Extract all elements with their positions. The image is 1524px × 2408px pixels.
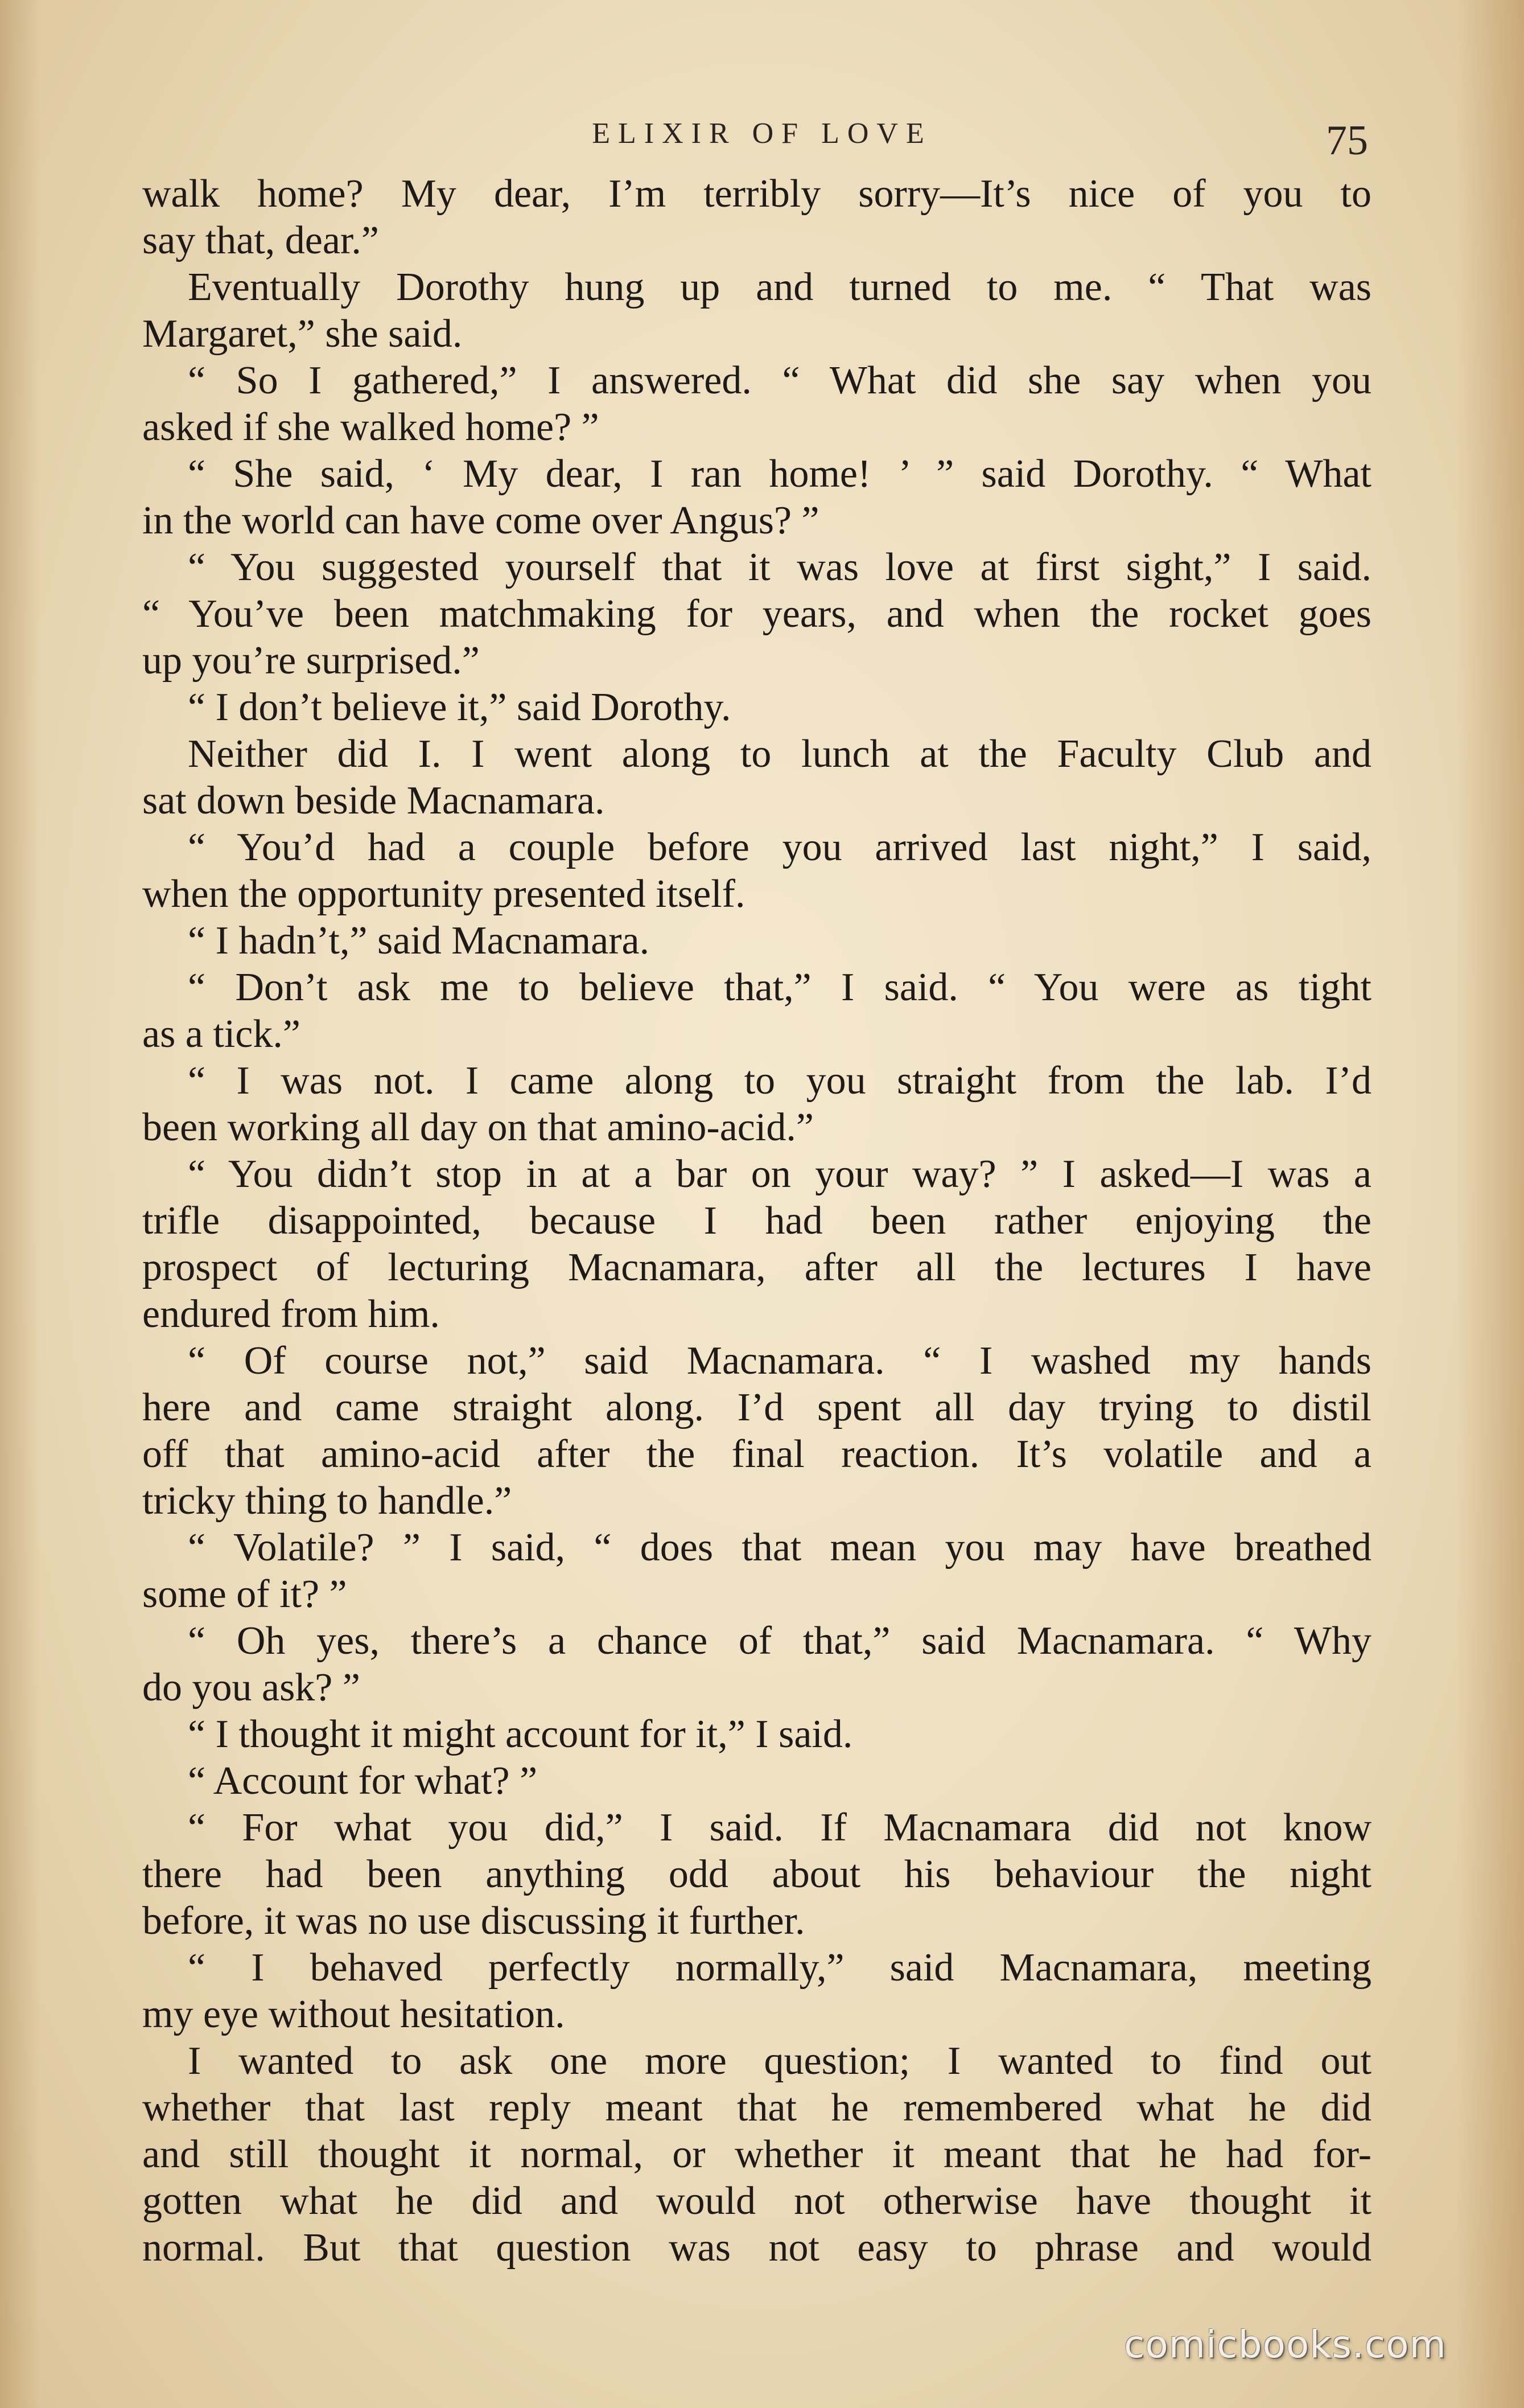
text-line: tricky thing to handle.” bbox=[142, 1479, 512, 1523]
text-line: been working all day on that amino-acid.” bbox=[142, 1106, 814, 1149]
watermark-text: comicbooks.com bbox=[1124, 2323, 1447, 2366]
text-line: “ So I gathered,” I answered. “ What did she say when you bbox=[188, 359, 1371, 402]
text-line: here and came straight along. I’d spent all day trying to distil bbox=[142, 1386, 1371, 1429]
text-line: “ She said, ‘ My dear, I ran home! ’ ” said Dorothy. “ What bbox=[188, 452, 1371, 496]
text-line: before, it was no use discussing it further. bbox=[142, 1899, 805, 1943]
text-line: asked if she walked home? ” bbox=[142, 405, 599, 449]
text-line: trifle disappointed, because I had been rather enjoying the bbox=[142, 1199, 1371, 1243]
text-line: endured from him. bbox=[142, 1292, 440, 1336]
text-line: my eye without hesitation. bbox=[142, 1992, 565, 2036]
running-head: ELIXIR OF LOVE bbox=[592, 117, 932, 150]
text-line: as a tick.” bbox=[142, 1012, 300, 1056]
text-line: Neither did I. I went along to lunch at the Faculty Club and bbox=[188, 732, 1371, 776]
text-line: I wanted to ask one more question; I wanted to find out bbox=[188, 2039, 1371, 2083]
text-line: “ Oh yes, there’s a chance of that,” said Macnamara. “ Why bbox=[188, 1619, 1371, 1663]
text-line: “ I don’t believe it,” said Dorothy. bbox=[188, 685, 731, 729]
text-line: up you’re surprised.” bbox=[142, 639, 480, 683]
text-line: walk home? My dear, I’m terribly sorry—It’s nice of you to bbox=[142, 172, 1371, 216]
text-line: “ For what you did,” I said. If Macnamara did not know bbox=[188, 1806, 1371, 1850]
text-line: “ You’d had a couple before you arrived last night,” I said, bbox=[188, 825, 1371, 869]
text-line: off that amino-acid after the final reaction. It’s volatile and a bbox=[142, 1432, 1371, 1476]
text-line: “ Of course not,” said Macnamara. “ I washed my hands bbox=[188, 1339, 1371, 1383]
page-number: 75 bbox=[1326, 117, 1368, 164]
text-line: do you ask? ” bbox=[142, 1666, 360, 1710]
text-line: normal. But that question was not easy to phrase and would bbox=[142, 2226, 1371, 2270]
text-line: “ I was not. I came along to you straight from the lab. I’d bbox=[188, 1059, 1371, 1103]
text-line: “ You’ve been matchmaking for years, and when the rocket goes bbox=[142, 592, 1371, 636]
text-line: gotten what he did and would not otherwise have thought it bbox=[142, 2179, 1371, 2223]
text-line: and still thought it normal, or whether it meant that he had for- bbox=[142, 2132, 1371, 2176]
text-line: “ Don’t ask me to believe that,” I said. “ You were as tight bbox=[188, 965, 1371, 1009]
body-text bbox=[142, 171, 1371, 2271]
text-line: whether that last reply meant that he remembered what he did bbox=[142, 2086, 1371, 2130]
text-line: “ You didn’t stop in at a bar on your way? ” I asked—I was a bbox=[188, 1152, 1371, 1196]
text-line: some of it? ” bbox=[142, 1572, 347, 1616]
text-line: sat down beside Macnamara. bbox=[142, 779, 605, 823]
text-line: “ Volatile? ” I said, “ does that mean you may have breathed bbox=[188, 1526, 1371, 1569]
text-line: “ You suggested yourself that it was love at first sight,” I said. bbox=[188, 545, 1371, 589]
text-line: say that, dear.” bbox=[142, 219, 379, 262]
text-line: Eventually Dorothy hung up and turned to me. “ That was bbox=[188, 265, 1371, 309]
text-line: when the opportunity presented itself. bbox=[142, 872, 745, 916]
text-line: there had been anything odd about his behaviour the night bbox=[142, 1852, 1371, 1896]
text-line: “ Account for what? ” bbox=[188, 1759, 538, 1803]
text-line: “ I behaved perfectly normally,” said Macnamara, meeting bbox=[188, 1946, 1371, 1990]
text-line: “ I thought it might account for it,” I said. bbox=[188, 1712, 853, 1756]
text-line: “ I hadn’t,” said Macnamara. bbox=[188, 919, 650, 963]
text-line: prospect of lecturing Macnamara, after all the lectures I have bbox=[142, 1246, 1371, 1289]
text-line: in the world can have come over Angus? ” bbox=[142, 499, 819, 543]
text-line: Margaret,” she said. bbox=[142, 312, 463, 356]
